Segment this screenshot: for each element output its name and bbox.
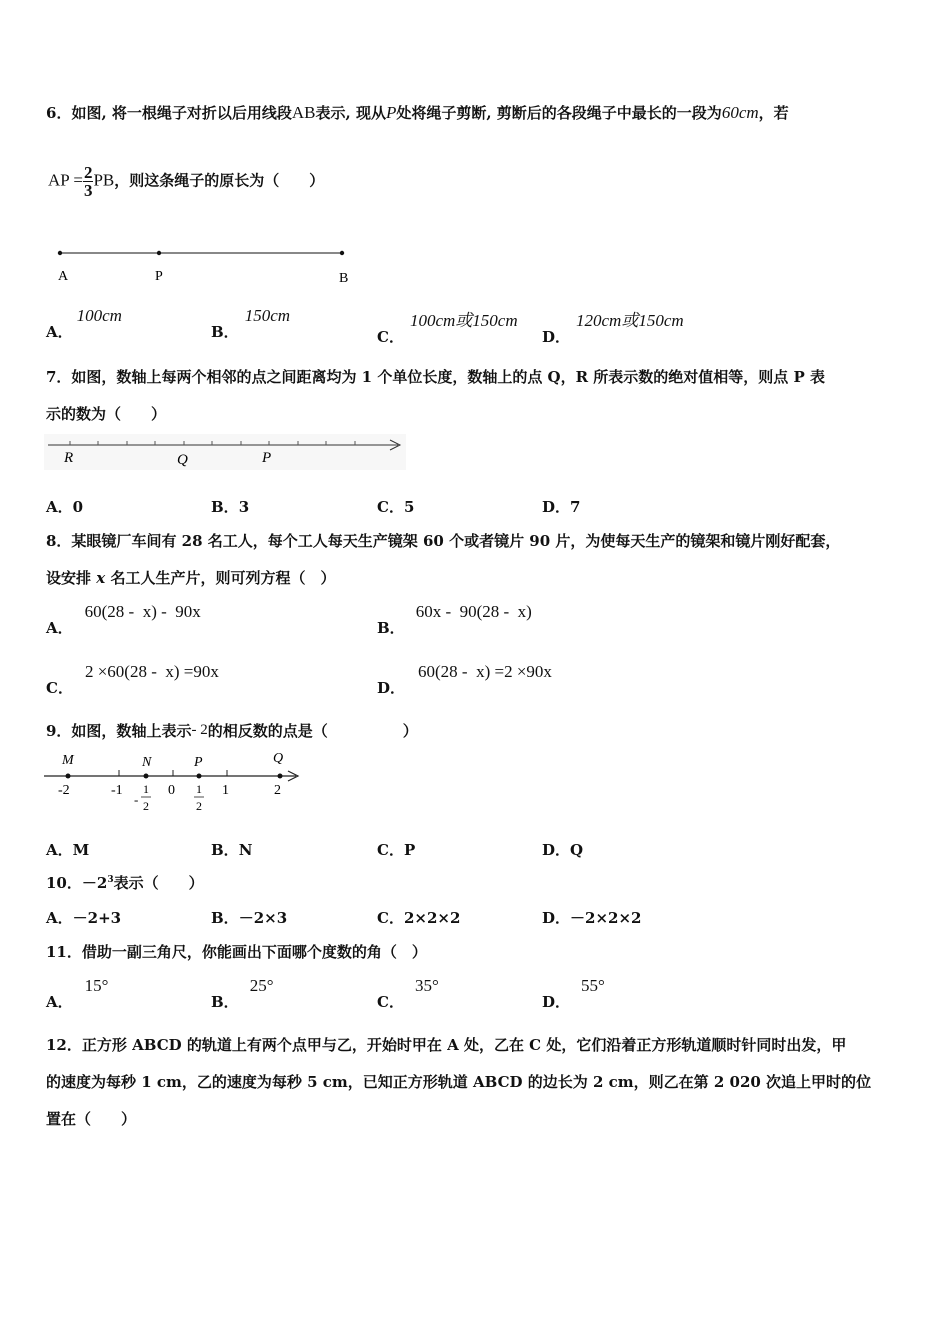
q10-option-d[interactable] xyxy=(542,907,641,928)
q6-stem-line2 xyxy=(48,164,324,199)
option-value: 3 xyxy=(238,498,250,516)
option-value: 25° xyxy=(249,976,274,995)
option-value: 60x - 90(28 - x) xyxy=(415,602,532,621)
q6-point-b xyxy=(340,251,344,255)
q8-option-c[interactable] xyxy=(46,662,219,698)
option-letter: C． xyxy=(377,993,404,1011)
option-letter: B． xyxy=(211,498,239,516)
q11-option-b[interactable] xyxy=(211,976,274,1012)
q7-stem-line1: 7．如图，数轴上每两个相邻的点之间距离均为 1 个单位长度，数轴上的点 Q，R 所表示数的绝对值相等，则点 P 表 xyxy=(46,368,826,386)
q6-text-b: 表示, 现从 xyxy=(315,104,386,122)
option-letter: A． xyxy=(46,841,73,859)
q7-option-d[interactable] xyxy=(542,496,580,517)
tick-label-1: 1 xyxy=(222,783,229,798)
option-letter: B． xyxy=(211,909,239,927)
q8-option-a[interactable] xyxy=(46,602,201,638)
option-value: －2+3 xyxy=(72,909,122,927)
option-letter: A． xyxy=(46,993,73,1011)
option-letter: A． xyxy=(46,498,73,516)
q7-option-b[interactable] xyxy=(211,496,249,517)
option-letter: C． xyxy=(377,841,404,859)
option-letter: B． xyxy=(211,993,239,1011)
q6-option-b[interactable] xyxy=(211,306,291,342)
q6-eq-right: PB xyxy=(93,170,115,190)
q6-text-e: ，则这条绳子的原长为（ ） xyxy=(114,171,325,190)
q10-option-a[interactable] xyxy=(46,907,121,928)
q6-p: P xyxy=(385,103,397,122)
q6-label-b: B xyxy=(339,271,349,286)
frac-minus-sign: - xyxy=(134,792,139,807)
option-letter: C． xyxy=(377,328,404,346)
q7-stem-line2: 示的数为（ ） xyxy=(46,405,167,423)
point-q xyxy=(278,774,283,779)
q9-text-a: 9．如图，数轴上表示 xyxy=(46,722,192,740)
label-r: R xyxy=(64,450,74,466)
point-m xyxy=(66,774,71,779)
option-value: 35° xyxy=(414,976,439,995)
q10-option-c[interactable] xyxy=(377,907,460,928)
option-value: 100cm或150cm xyxy=(409,311,518,330)
option-letter: D． xyxy=(542,328,571,346)
q9-text-b: 的相反数的点是（ ） xyxy=(207,722,418,740)
option-value: －2×3 xyxy=(238,909,288,927)
label-n: N xyxy=(142,755,152,770)
label-q: Q xyxy=(273,751,284,766)
q11-stem: 11．借助一副三角尺，你能画出下面哪个度数的角（ ） xyxy=(46,943,427,961)
q10-stem xyxy=(46,872,204,893)
q6-number: 6 xyxy=(46,104,57,122)
option-value: －2×2×2 xyxy=(570,909,642,927)
frac-pos-num: 1 xyxy=(196,782,202,796)
option-letter: B． xyxy=(377,619,405,637)
q6-stem-line1 xyxy=(46,102,789,123)
q6-eq-left: AP = xyxy=(48,170,83,190)
ticks xyxy=(119,770,227,776)
q6-fraction xyxy=(83,164,94,199)
option-letter: A． xyxy=(46,323,73,341)
q6-label-p: P xyxy=(155,269,163,284)
q9-option-b[interactable] xyxy=(211,839,252,860)
q11-option-d[interactable] xyxy=(542,976,605,1012)
q12-stem-line2: 的速度为每秒 1 cm，乙的速度为每秒 5 cm，已知正方形轨道 ABCD 的边长为 2 cm，则乙在第 2 020 次追上甲时的位 xyxy=(46,1073,872,1091)
q6-text-c: 处将绳子剪断, 剪断后的各段绳子中最长的一段为 xyxy=(396,104,722,122)
q6-frac-num: 2 xyxy=(83,163,93,182)
frac-neg-den: 2 xyxy=(143,799,149,813)
q9-number-line-figure xyxy=(44,748,306,814)
label-q: Q xyxy=(177,452,188,468)
option-value: 120cm或150cm xyxy=(576,311,684,330)
q8-var-x: x xyxy=(96,569,106,587)
q12-stem-line3: 置在（ ） xyxy=(46,1110,137,1128)
point-n xyxy=(144,774,149,779)
point-p xyxy=(197,774,202,779)
figure-background xyxy=(44,434,406,470)
option-letter: C． xyxy=(46,679,73,697)
q6-point-p xyxy=(157,251,161,255)
label-m: M xyxy=(62,753,74,768)
q6-option-d[interactable] xyxy=(542,311,684,347)
option-letter: A． xyxy=(46,619,73,637)
tick-label-0: 0 xyxy=(168,783,175,798)
option-letter: B． xyxy=(211,323,239,341)
option-value: 55° xyxy=(581,976,605,995)
q7-number-line-figure xyxy=(44,434,406,472)
frac-pos-den: 2 xyxy=(196,799,202,813)
q6-label-a: A xyxy=(58,269,69,284)
q8-text-a: 设安排 xyxy=(46,569,92,587)
option-letter: C． xyxy=(377,498,404,516)
option-value: 5 xyxy=(403,498,415,516)
option-value: N xyxy=(238,841,253,859)
q8-option-b[interactable] xyxy=(377,602,532,638)
option-value: 100cm xyxy=(76,306,122,325)
option-letter: A． xyxy=(46,909,73,927)
q6-point-a xyxy=(58,251,62,255)
label-p: P xyxy=(262,450,272,466)
option-value: 60(28 - x) =2 ×90x xyxy=(418,662,552,681)
option-letter: D． xyxy=(542,498,571,516)
tick-label-2: 2 xyxy=(274,783,281,798)
q10-exponent: 3 xyxy=(107,875,114,885)
option-value: 2 ×60(28 - x) =90x xyxy=(84,662,219,681)
q6-text-a: ．如图, 将一根绳子对折以后用线段 xyxy=(56,104,292,122)
option-letter: D． xyxy=(377,679,406,697)
q6-option-a[interactable] xyxy=(46,306,122,342)
q7-option-a[interactable] xyxy=(46,496,83,517)
option-letter: D． xyxy=(542,909,571,927)
q11-option-c[interactable] xyxy=(377,976,439,1012)
q6-option-c[interactable] xyxy=(377,311,518,347)
q9-value: - 2 xyxy=(191,722,208,738)
option-letter: D． xyxy=(542,993,571,1011)
option-letter: B． xyxy=(211,841,239,859)
option-letter: D． xyxy=(542,841,571,859)
option-letter: C． xyxy=(377,909,404,927)
label-p: P xyxy=(194,755,203,770)
q9-option-a[interactable] xyxy=(46,839,89,860)
q11-option-a[interactable] xyxy=(46,976,109,1012)
q6-length: 60cm xyxy=(721,103,759,122)
q10-text-b: 表示（ ） xyxy=(113,874,204,892)
q9-option-c[interactable] xyxy=(377,839,415,860)
q6-frac-den: 3 xyxy=(83,181,93,200)
option-value: 15° xyxy=(84,976,109,995)
option-value: Q xyxy=(570,841,584,859)
q12-stem-line1: 12．正方形 ABCD 的轨道上有两个点甲与乙，开始时甲在 A 处，乙在 C 处，它们沿着正方形轨道顺时针同时出发，甲 xyxy=(46,1036,847,1054)
option-value: 2×2×2 xyxy=(403,909,461,927)
q7-option-c[interactable] xyxy=(377,496,414,517)
tick-label-neg1: -1 xyxy=(111,783,123,798)
q6-text-d: ，若 xyxy=(758,104,789,122)
option-value: M xyxy=(72,841,90,859)
q10-text-a: 10．－2 xyxy=(46,874,108,892)
option-value: 150cm xyxy=(244,306,291,325)
frac-neg-num: 1 xyxy=(143,782,149,796)
q10-option-b[interactable] xyxy=(211,907,287,928)
q6-ab: AB xyxy=(291,103,316,122)
q9-option-d[interactable] xyxy=(542,839,583,860)
q8-option-d[interactable] xyxy=(377,662,552,698)
option-value: P xyxy=(403,841,416,859)
tick-label-neg2: -2 xyxy=(58,783,70,798)
option-value: 0 xyxy=(72,498,84,516)
option-value: 7 xyxy=(570,498,581,516)
q8-stem-line1: 8．某眼镜厂车间有 28 名工人，每个工人每天生产镜架 60 个或者镜片 90 片，为使每天生产的镜架和镜片刚好配套， xyxy=(46,532,841,550)
q8-text-b: 名工人生产片，则可列方程（ ） xyxy=(110,569,336,587)
q6-segment-figure xyxy=(50,244,360,290)
option-value: 60(28 - x) - 90x xyxy=(84,602,201,621)
q8-stem-line2 xyxy=(46,567,335,588)
q9-stem xyxy=(46,720,418,741)
